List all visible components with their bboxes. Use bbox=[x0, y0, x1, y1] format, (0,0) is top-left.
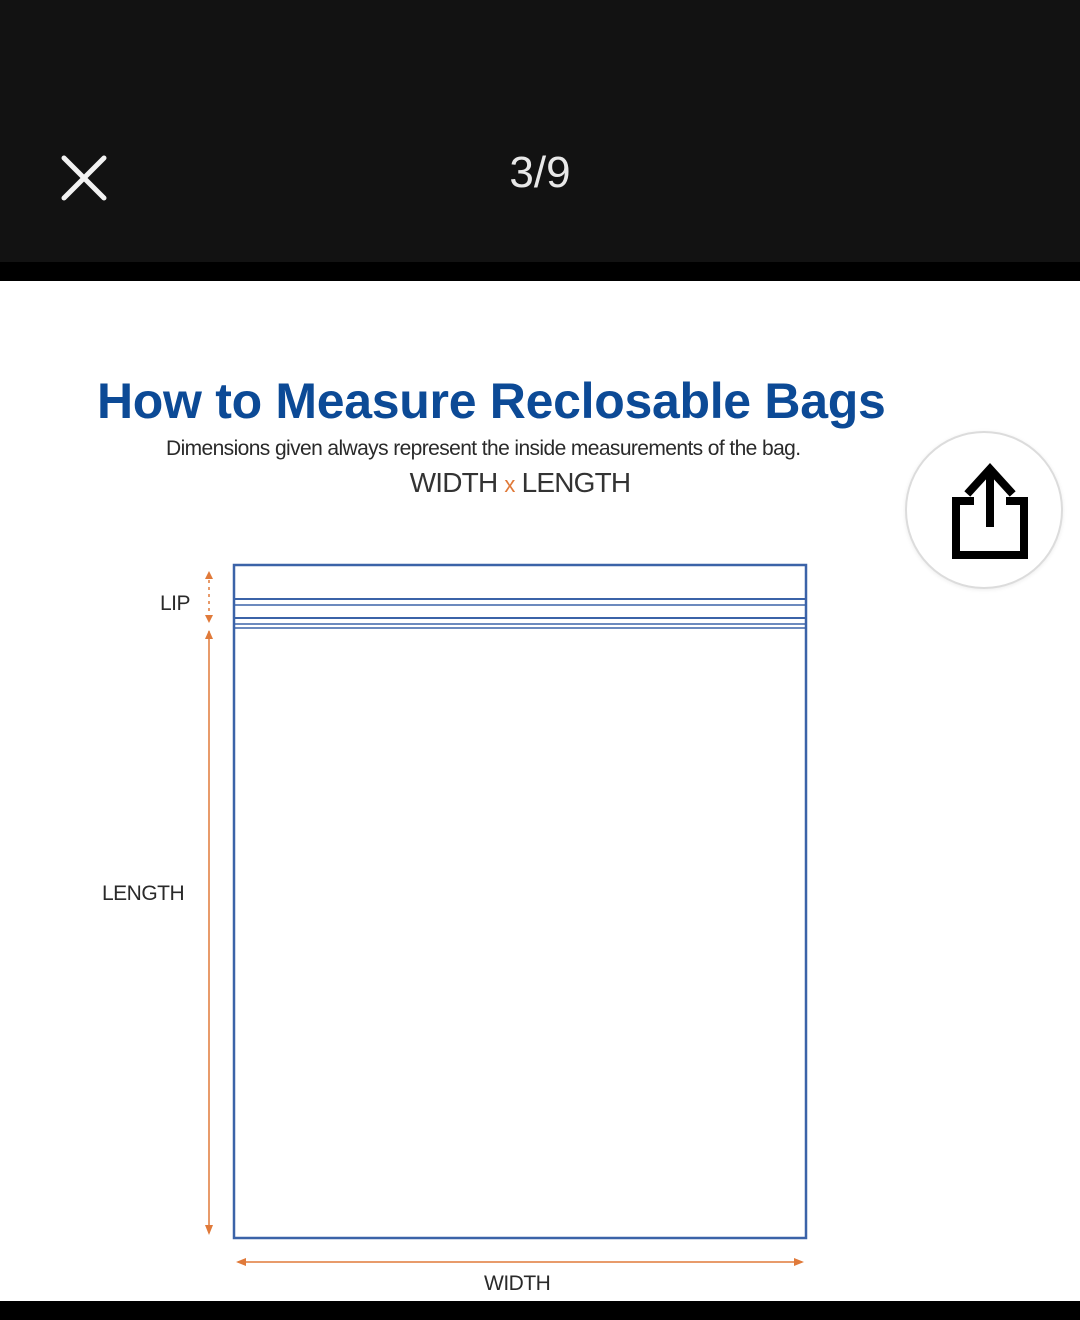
top-spacer bbox=[0, 262, 1080, 281]
lip-arrow-top bbox=[205, 571, 213, 579]
bag-outline bbox=[234, 565, 806, 1238]
formula-length: LENGTH bbox=[521, 467, 631, 498]
viewer-top-bar bbox=[0, 0, 1080, 262]
bottom-bar bbox=[0, 1301, 1080, 1320]
bag-diagram bbox=[0, 281, 1080, 1301]
close-icon[interactable] bbox=[52, 146, 116, 210]
formula-width: WIDTH bbox=[409, 467, 498, 498]
image-counter: 3/9 bbox=[509, 148, 571, 197]
image-subtitle: Dimensions given always represent the inside measurements of the bag. bbox=[166, 437, 801, 460]
length-arrow-top bbox=[205, 630, 213, 639]
width-arrow-left bbox=[236, 1258, 246, 1266]
share-icon[interactable] bbox=[944, 461, 1028, 561]
image-viewer[interactable] bbox=[0, 281, 1080, 1301]
length-arrow-bottom bbox=[205, 1225, 213, 1235]
width-arrow-right bbox=[794, 1258, 804, 1266]
width-label: WIDTH bbox=[484, 1272, 551, 1295]
share-button[interactable] bbox=[905, 431, 1063, 589]
length-label: LENGTH bbox=[102, 882, 185, 905]
image-title: How to Measure Reclosable Bags bbox=[97, 373, 886, 429]
lip-label: LIP bbox=[160, 592, 191, 615]
lip-arrow-bottom bbox=[205, 615, 213, 623]
close-button[interactable] bbox=[52, 146, 116, 210]
formula-times: x bbox=[504, 472, 515, 497]
